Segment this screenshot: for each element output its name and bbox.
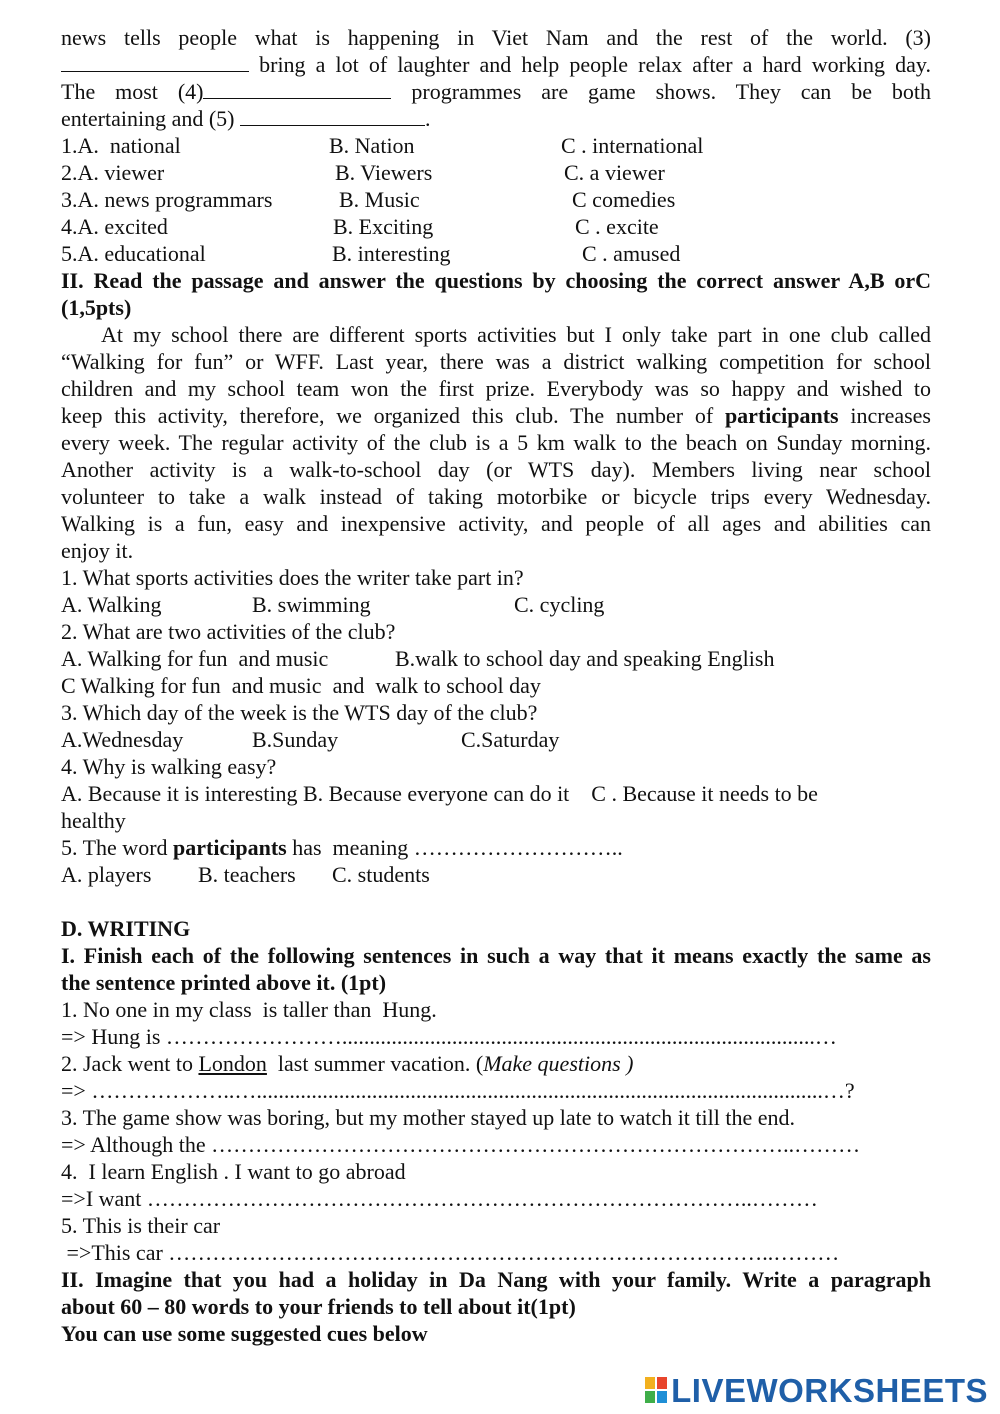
answer-line-3[interactable]: => Although the ……………………………………………………………………..……… [61, 1132, 861, 1157]
reading-passage-line: Another activity is a walk-to-school day (or WTS day). Members living near school [61, 457, 931, 482]
option-5a[interactable]: 5.A. educational [61, 241, 206, 266]
logo-text: LIVEWORKSHEETS [671, 1371, 988, 1409]
option-4c[interactable]: C . excite [575, 214, 659, 239]
keyword-participants: participants [724, 403, 839, 428]
q3-option-a[interactable]: A.Wednesday [61, 727, 184, 752]
sentence-5: 5. This is their car [61, 1213, 221, 1238]
passage-line-3-tail: programmes are game shows. They can be both [391, 79, 931, 104]
blank-5[interactable] [240, 105, 425, 126]
q2-option-c[interactable]: C Walking for fun and music and walk to school day [61, 673, 541, 698]
reading-passage-line: every week. The regular activity of the club is a 5 km walk to the beach on Sunday morning. [61, 430, 931, 455]
writing-heading-2-cues: You can use some suggested cues below [61, 1321, 428, 1346]
reading-text: keep this activity, therefore, we organized this club. The number of [61, 403, 725, 428]
answer-line-1[interactable]: => Hung is ……………………......................................................................................… [61, 1024, 837, 1049]
option-5c[interactable]: C . amused [582, 241, 681, 266]
question-1: 1. What sports activities does the writer take part in? [61, 565, 524, 590]
keyword-participants: participants [173, 835, 287, 860]
sentence-1: 1. No one in my class is taller than Hung. [61, 997, 437, 1022]
question-2: 2. What are two activities of the club? [61, 619, 396, 644]
question-5-text: has meaning ……………………….. [286, 835, 623, 860]
q3-option-c[interactable]: C.Saturday [461, 727, 560, 752]
answer-line-2[interactable]: => ………………..….......................................................................................................…? [61, 1078, 855, 1103]
writing-heading-1-cont: the sentence printed above it. (1pt) [61, 970, 387, 995]
q3-option-b[interactable]: B.Sunday [252, 727, 339, 752]
blank-3[interactable] [61, 51, 249, 72]
option-3b[interactable]: B. Music [339, 187, 420, 212]
writing-heading-1: I. Finish each of the following sentences in such a way that it means exactly the same as [61, 943, 931, 968]
option-row-1 [61, 132, 931, 159]
option-1c[interactable]: C . international [561, 133, 704, 158]
option-row-2 [61, 159, 931, 186]
question-5 [61, 834, 931, 861]
sentence-3: 3. The game show was boring, but my mother stayed up late to watch it till the end. [61, 1105, 796, 1130]
answer-line-4[interactable]: =>I want ………………………………………………………………………..……… [61, 1186, 818, 1211]
passage-line-1: news tells people what is happening in Viet Nam and the rest of the world. (3) [61, 25, 931, 50]
writing-title: D. WRITING [61, 916, 191, 941]
sentence-4: 4. I learn English . I want to go abroad [61, 1159, 406, 1184]
passage-line-4-head: entertaining and (5) [61, 106, 240, 131]
reading-heading: II. Read the passage and answer the questions by choosing the correct answer A,B orC [61, 268, 931, 293]
passage-line-2-text: bring a lot of laughter and help people relax after a hard working day. [249, 52, 931, 77]
q2-option-b[interactable]: B.walk to school day and speaking English [395, 646, 775, 671]
passage-line-2 [61, 51, 931, 78]
q1-option-b[interactable]: B. swimming [252, 592, 371, 617]
passage-line-3 [61, 78, 931, 105]
question-4-options-cont: healthy [61, 808, 126, 833]
liveworksheets-logo [645, 1372, 988, 1408]
q1-option-c[interactable]: C. cycling [514, 592, 605, 617]
option-5b[interactable]: B. interesting [332, 241, 451, 266]
option-1a[interactable]: 1.A. national [61, 133, 181, 158]
option-1b[interactable]: B. Nation [329, 133, 415, 158]
q5-option-c[interactable]: C. students [332, 862, 430, 887]
sentence-2-text: 2. Jack went to [61, 1051, 199, 1076]
question-4-options[interactable]: A. Because it is interesting B. Because everyone can do it C . Because it needs to be [61, 781, 818, 806]
sentence-2-instruction: Make questions ) [483, 1051, 634, 1076]
reading-passage-line: Walking is a fun, easy and inexpensive activity, and people of all ages and abilities can [61, 511, 931, 536]
q5-option-b[interactable]: B. teachers [198, 862, 296, 887]
option-4a[interactable]: 4.A. excited [61, 214, 168, 239]
sentence-2 [61, 1050, 931, 1077]
reading-passage-line: enjoy it. [61, 538, 134, 563]
option-2a[interactable]: 2.A. viewer [61, 160, 165, 185]
option-2c[interactable]: C. a viewer [564, 160, 665, 185]
sentence-2-text: last summer vacation. ( [266, 1051, 484, 1076]
option-row-5 [61, 240, 931, 267]
question-2-options [61, 645, 931, 672]
reading-passage-line: volunteer to take a walk instead of taking motorbike or bicycle trips every Wednesday. [61, 484, 931, 509]
option-2b[interactable]: B. Viewers [335, 160, 433, 185]
answer-line-5[interactable]: =>This car ………………………………………………………………………..……… [61, 1240, 840, 1265]
writing-heading-2: II. Imagine that you had a holiday in Da Nang with your family. Write a paragraph [61, 1267, 931, 1292]
q1-option-a[interactable]: A. Walking [61, 592, 162, 617]
reading-passage-line [61, 402, 931, 429]
q5-option-a[interactable]: A. players [61, 862, 152, 887]
writing-heading-2-cont: about 60 – 80 words to your friends to tell about it(1pt) [61, 1294, 576, 1319]
reading-passage-line: “Walking for fun” or WFF. Last year, there was a district walking competition for school [61, 349, 931, 374]
option-row-4 [61, 213, 931, 240]
option-3c[interactable]: C comedies [572, 187, 676, 212]
passage-line-4-tail: . [425, 106, 431, 131]
blank-4[interactable] [203, 78, 391, 99]
question-3: 3. Which day of the week is the WTS day of the club? [61, 700, 538, 725]
reading-heading-points: (1,5pts) [61, 295, 132, 320]
sentence-2-underlined: London [198, 1051, 267, 1076]
option-row-3 [61, 186, 931, 213]
logo-grid-icon [645, 1377, 667, 1403]
passage-line-4 [61, 105, 931, 132]
reading-passage-line: children and my school team won the first prize. Everybody was so happy and wished to [61, 376, 931, 401]
spacer [61, 888, 931, 915]
question-5-options [61, 861, 931, 888]
question-5-text: 5. The word [61, 835, 174, 860]
reading-text: increases [838, 403, 931, 428]
reading-passage-line: At my school there are different sports activities but I only take part in one club called [101, 322, 931, 347]
worksheet-page [61, 24, 931, 1347]
option-4b[interactable]: B. Exciting [333, 214, 434, 239]
option-3a[interactable]: 3.A. news programmars [61, 187, 273, 212]
question-4: 4. Why is walking easy? [61, 754, 277, 779]
passage-line-3-head: The most (4) [61, 79, 204, 104]
question-1-options [61, 591, 931, 618]
q2-option-a[interactable]: A. Walking for fun and music [61, 646, 329, 671]
question-3-options [61, 726, 931, 753]
